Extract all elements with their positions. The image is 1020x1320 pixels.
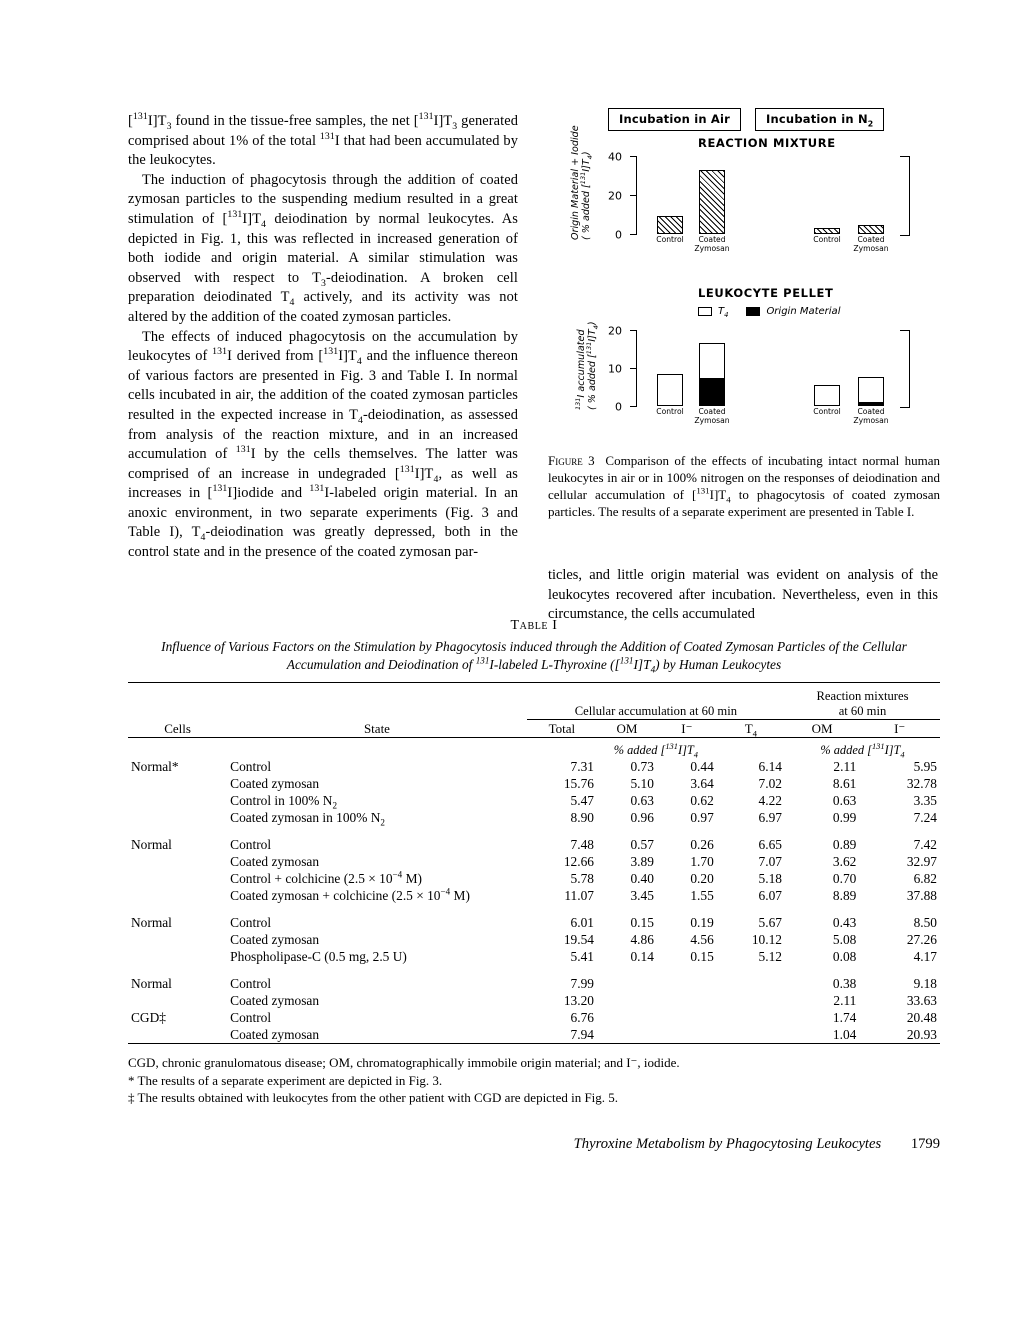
total: 6.01 <box>570 914 594 930</box>
state: Coated zymosan <box>230 853 320 869</box>
state: Control + colchicine ($2.5 \times 10^{-4}$ M) <box>230 869 422 886</box>
om <box>597 1026 657 1044</box>
state: Coated zymosan + colchicine ($2.5 \times 10^{-4}$ M) <box>230 886 470 903</box>
rx-iodide: 3.35 <box>913 792 937 808</box>
om <box>597 992 657 1009</box>
rx-om: 2.11 <box>833 758 857 774</box>
tick-0: 0 <box>615 228 622 242</box>
tick-20: 20 <box>608 324 622 338</box>
table-row <box>128 870 940 887</box>
bar-label-coated-zymosan: Coated Zymosan <box>694 235 730 253</box>
results-table <box>128 682 940 1049</box>
table-column-header-row <box>128 720 940 738</box>
reaction-mixture-title: REACTION MIXTURE <box>698 136 836 150</box>
cell-type: CGD‡ <box>131 1009 166 1025</box>
table-row <box>128 992 940 1009</box>
rx-iodide: 7.42 <box>913 836 937 852</box>
state: Coated zymosan <box>230 1026 320 1042</box>
reaction-mixture-nitrogen-plot <box>800 156 910 253</box>
col-cells: Cells <box>164 720 191 736</box>
bar-air-coated-zymosan <box>694 170 730 253</box>
leukocyte-pellet-title: LEUKOCYTE PELLET <box>698 286 834 300</box>
state: Coated zymosan in 100% $N_2$ <box>230 809 385 828</box>
rx-iodide: 20.48 <box>906 1009 937 1025</box>
rx-iodide: 32.78 <box>906 775 937 791</box>
col-om: OM <box>616 720 638 736</box>
t4: 5.12 <box>758 948 782 964</box>
leukocyte-pellet-nitrogen-plot <box>800 330 910 425</box>
cell-type: Normal <box>131 914 172 930</box>
panel1-ylabel <box>570 125 592 240</box>
om: 4.86 <box>630 931 654 947</box>
rx-om: 1.74 <box>832 1009 857 1025</box>
om <box>597 1009 657 1026</box>
bar-label-coated-zymosan: Coated Zymosan <box>694 407 730 425</box>
figure-panel-headers <box>608 108 940 131</box>
body-column-left <box>128 112 518 563</box>
leukocyte-pellet-air-plot <box>608 324 747 425</box>
iodide: 0.97 <box>690 809 714 825</box>
rx-om: 0.08 <box>832 948 857 964</box>
table-row <box>128 1026 940 1044</box>
total: 13.20 <box>563 992 594 1008</box>
table-row <box>128 792 940 809</box>
table-caption: Influence of Various Factors on the Stimulation by Phagocytosis induced through the Addition of Coated Zymosan Particles of the Cellular Accumulation and Deiodination of $^{131}$I-labeled L-Thyroxine $([^{131}I]T_4)$ by Human Leukocytes <box>161 639 907 675</box>
rx-om: 0.38 <box>832 975 857 991</box>
rx-iodide: 33.63 <box>906 992 937 1008</box>
panel2-ylabel <box>573 321 600 410</box>
bar-pellet-air-control <box>656 374 684 416</box>
table-row <box>128 931 940 948</box>
total: 8.90 <box>570 809 594 825</box>
bar-segment-origin-material <box>859 402 883 405</box>
table-row <box>128 758 940 775</box>
figure-legend <box>698 306 840 317</box>
rx-iodide: 7.24 <box>913 809 937 825</box>
rx-om: 5.08 <box>832 931 857 947</box>
unit-cellular: % added $[^{131}I]T_4$ <box>613 740 699 759</box>
legend-swatch-origin-material <box>746 307 760 316</box>
page-number: 1799 <box>910 1136 940 1152</box>
right-bracket <box>900 330 910 408</box>
om: 3.45 <box>630 887 654 903</box>
rx-iodide: 9.18 <box>913 975 937 991</box>
t4: 6.07 <box>758 887 782 903</box>
iodide: 4.56 <box>690 931 714 947</box>
om: 5.10 <box>630 775 654 791</box>
bar-label-coated-zymosan: Coated Zymosan <box>853 235 889 253</box>
om: 0.73 <box>630 758 654 774</box>
state: Control <box>230 975 272 991</box>
table-row <box>128 948 940 965</box>
paragraph-3: The effects of induced phagocytosis on the accumulation by leukocytes of $^{131}$I derived from $[^{131}I]T_4$ and the influence thereon of various factors are presented in Fig. 3 and Table I. In normal cells incubated in air, the addition of the coated zymosan particles resulted in the expected increase in $T_4$-deiodination, as assessed from analysis of the reaction mixture, and in an increased accumulation of $^{131}$I by the cells themselves. The latter was comprised of an increase in undegraded $[^{131}I]T_4$, as well as increases in [$^{131}$I]iodide and $^{131}$I-labeled origin material. In an anoxic environment, in two separate experiments (Fig. 3 and Table I), $T_4$-deiodination was greatly depressed, both in the control state and in the presence of the coated zymosan par- <box>128 328 518 561</box>
footnote-asterisk: * The results of a separate experiment are depicted in Fig. 3. <box>128 1072 443 1088</box>
iodide: 0.44 <box>690 758 714 774</box>
footnote-double-dagger: ‡ The results obtained with leukocytes from the other patient with CGD are depicted in Fig. 5. <box>128 1090 619 1105</box>
bar-label-control: Control <box>813 407 841 416</box>
iodide <box>657 975 717 992</box>
paragraph-1: $[^{131}I]T_3$ found in the tissue-free samples, the net $[^{131}I]T_3$ generated comprised about 1% of the total $^{131}$I that had been accumulated by the leukocytes. <box>128 111 518 169</box>
total: 6.76 <box>570 1009 594 1025</box>
panel-header-nitrogen: Incubation in $N_2$ <box>755 108 884 131</box>
total: 7.31 <box>570 758 594 774</box>
table-row <box>128 853 940 870</box>
rx-iodide: 4.17 <box>913 948 937 964</box>
t4: 5.67 <box>758 914 782 930</box>
figure-caption-text: Comparison of the effects of incubating intact normal human leukocytes in air or in 100% nitrogen on the responses of deiodination and cellular accumulation of $[^{131}I]T_4$ to phagocytosis of coated zymosan particles. The results of a separate experiment are presented in Table I. <box>548 453 941 519</box>
cell-type: Normal* <box>131 758 179 774</box>
iodide: 0.19 <box>690 914 714 930</box>
total: 19.54 <box>563 931 594 947</box>
panel2-ylabel-line1: $^{131}$I accumulated <box>573 329 587 410</box>
table-label: Table I <box>510 618 558 633</box>
col-rx-iodide: I⁻ <box>894 720 906 736</box>
table-row <box>128 975 940 992</box>
state: Control <box>230 836 272 852</box>
rx-iodide: 5.95 <box>913 758 937 774</box>
total: 7.48 <box>570 836 594 852</box>
panel-header-air: Incubation in Air <box>608 108 741 131</box>
iodide: 1.70 <box>690 853 714 869</box>
rx-om: 8.89 <box>832 887 857 903</box>
om: 0.14 <box>630 948 654 964</box>
table-group-header-row <box>128 688 940 720</box>
t4 <box>717 992 785 1009</box>
tick-10: 10 <box>608 362 622 376</box>
rx-iodide: 27.26 <box>906 931 937 947</box>
figure-3 <box>548 108 940 438</box>
legend-swatch-t4 <box>698 307 712 316</box>
total: 15.76 <box>563 775 594 791</box>
running-title: Thyroxine Metabolism by Phagocytosing Leukocytes <box>573 1136 882 1152</box>
cell-type: Normal <box>131 836 172 852</box>
group-header-reaction: Reaction mixtures at 60 min <box>785 688 940 720</box>
bar-n2-control <box>813 228 841 244</box>
t4: 7.02 <box>758 775 782 791</box>
t4: 4.22 <box>758 792 782 808</box>
table-row <box>128 836 940 853</box>
rx-om: 0.89 <box>832 836 857 852</box>
total: 7.99 <box>570 975 594 991</box>
om: 0.40 <box>630 870 654 886</box>
state: Phospholipase-C (0.5 mg, 2.5 U) <box>230 948 407 964</box>
t4: 10.12 <box>751 931 782 947</box>
rx-om: 2.11 <box>833 992 857 1008</box>
t4: 6.65 <box>758 836 782 852</box>
t4 <box>717 1026 785 1044</box>
rx-iodide: 8.50 <box>913 914 937 930</box>
panel2-ylabel-line2: ( % added $[^{131}I]T_4$) <box>584 321 600 410</box>
bar-segment-origin-material <box>700 378 724 405</box>
state: Coated zymosan <box>230 775 320 791</box>
bar-label-control: Control <box>656 407 684 416</box>
rx-om: 0.70 <box>832 870 857 886</box>
state: Coated zymosan <box>230 931 320 947</box>
rx-iodide: 20.93 <box>906 1026 937 1042</box>
total: 12.66 <box>563 853 594 869</box>
table-row <box>128 809 940 826</box>
state: Coated zymosan <box>230 992 320 1008</box>
om: 0.63 <box>630 792 654 808</box>
rx-om: 3.62 <box>832 853 857 869</box>
rx-om: 8.61 <box>832 775 857 791</box>
iodide: 0.20 <box>690 870 714 886</box>
om: 0.57 <box>630 836 654 852</box>
body-column-right <box>548 566 938 625</box>
paragraph-continuation: ticles, and little origin material was evident on analysis of the leukocytes recovered after incubation. Nevertheless, even in this circumstance, the cells accumulated <box>548 567 938 623</box>
iodide: 0.26 <box>690 836 714 852</box>
table-1 <box>128 618 940 1107</box>
t4 <box>717 975 785 992</box>
t4: 6.14 <box>758 758 782 774</box>
col-state: State <box>363 720 390 736</box>
bar-label-control: Control <box>656 235 684 244</box>
bar-label-coated-zymosan: Coated Zymosan <box>853 407 889 425</box>
right-bracket <box>900 156 910 236</box>
table-row <box>128 887 940 904</box>
total: 5.78 <box>570 870 594 886</box>
total: 7.94 <box>570 1026 594 1042</box>
state: Control <box>230 914 272 930</box>
col-t4: $T_4$ <box>744 720 758 739</box>
rx-iodide: 6.82 <box>913 870 937 886</box>
bar-pellet-n2-coated-zymosan <box>853 377 889 425</box>
col-total: Total <box>548 720 576 736</box>
total: 5.47 <box>570 792 594 808</box>
iodide <box>657 1009 717 1026</box>
om: 0.15 <box>630 914 654 930</box>
legend-label-t4: $T_4$ <box>718 306 729 319</box>
rx-iodide: 37.88 <box>906 887 937 903</box>
table-unit-row <box>128 742 940 758</box>
table-row <box>128 1009 940 1026</box>
reaction-mixture-air-plot <box>608 150 747 253</box>
col-iodide: I⁻ <box>681 720 693 736</box>
tick-20: 20 <box>608 189 622 203</box>
bar-label-control: Control <box>813 235 841 244</box>
legend-label-origin-material: Origin Material <box>766 306 841 317</box>
cell-type: Normal <box>131 975 172 991</box>
t4: 7.07 <box>758 853 782 869</box>
table-row <box>128 914 940 931</box>
total: 11.07 <box>564 887 594 903</box>
om: 0.96 <box>630 809 654 825</box>
unit-reaction: % added $[^{131}I]T_4$ <box>820 740 905 759</box>
t4: 6.97 <box>758 809 782 825</box>
panel1-ylabel-line2: ( % added $[^{131}I]T_4$) <box>578 151 594 240</box>
bar-air-control <box>656 216 684 244</box>
rx-iodide: 32.97 <box>906 853 937 869</box>
total: 5.41 <box>570 948 594 964</box>
page-footer <box>128 1136 940 1153</box>
rx-om: 0.43 <box>832 914 857 930</box>
iodide: 0.62 <box>690 792 714 808</box>
bar-n2-coated-zymosan <box>853 225 889 253</box>
t4: 5.18 <box>758 870 782 886</box>
paragraph-2: The induction of phagocytosis through the addition of coated zymosan particles to the suspending medium resulted in a great stimulation of $[^{131}I]T_4$ deiodination by normal leukocytes. As depicted in Fig. 1, this was reflected in increased generation of both iodide and origin material. A similar stimulation was observed with respect to $T_3$-deiodination. A broken cell preparation deiodinated $T_4$ actively, and its activity was not altered by the addition of the coated zymosan particles. <box>128 171 518 325</box>
footnote-abbreviations: CGD, chronic granulomatous disease; OM, chromatographically immobile origin material; and I⁻, iodide. <box>128 1055 680 1070</box>
bar-pellet-air-coated-zymosan <box>694 343 730 425</box>
iodide: 1.55 <box>690 887 714 903</box>
tick-40: 40 <box>608 150 622 164</box>
rx-om: 0.99 <box>832 809 857 825</box>
tick-0: 0 <box>615 400 622 414</box>
om: 3.89 <box>630 853 654 869</box>
state: Control in 100% $N_2$ <box>230 792 338 811</box>
figure-3-caption <box>548 452 940 520</box>
figure-caption-label: Figure 3 <box>548 453 595 468</box>
state: Control <box>230 1009 272 1025</box>
rx-om: 1.04 <box>832 1026 857 1042</box>
bar-pellet-n2-control <box>813 385 841 416</box>
table-footnotes <box>128 1054 940 1107</box>
panel1-ylabel-line1: Origin Material + Iodide <box>570 125 581 240</box>
table-row <box>128 775 940 792</box>
iodide <box>657 992 717 1009</box>
col-rx-om: OM <box>811 720 833 736</box>
iodide: 0.15 <box>690 948 714 964</box>
t4 <box>717 1009 785 1026</box>
rx-om: 0.63 <box>832 792 857 808</box>
iodide <box>657 1026 717 1044</box>
om <box>597 975 657 992</box>
iodide: 3.64 <box>690 775 714 791</box>
state: Control <box>230 758 272 774</box>
group-header-cellular: Cellular accumulation at 60 min <box>527 688 785 720</box>
